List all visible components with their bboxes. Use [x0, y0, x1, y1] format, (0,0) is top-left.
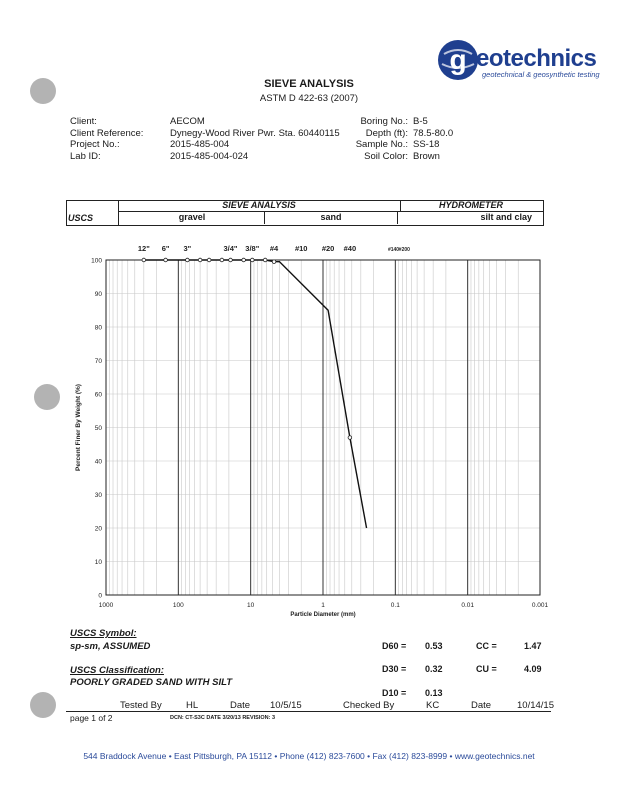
- data-point: [263, 258, 267, 262]
- x-axis-title: Particle Diameter (mm): [290, 612, 356, 618]
- x-tick-label: 0.01: [461, 602, 474, 609]
- date-label-1: Date: [230, 700, 251, 711]
- cc-value: 1.47: [524, 641, 542, 651]
- sieve-label: 3/8": [245, 244, 260, 253]
- data-point: [186, 258, 190, 262]
- boring-no-label: Boring No.:: [360, 116, 408, 127]
- data-point: [207, 258, 211, 262]
- sieve-gradation-chart: [0, 235, 618, 625]
- sieve-label: #4: [269, 244, 279, 253]
- data-point: [348, 436, 352, 440]
- uscs-classification-value: POORLY GRADED SAND WITH SILT: [70, 677, 233, 688]
- client-value: AECOM: [170, 116, 205, 127]
- info-right-values: [413, 116, 453, 162]
- y-tick-label: 60: [94, 391, 102, 399]
- lab-id-value: 2015-485-004-024: [170, 150, 249, 162]
- soil-color-label: Soil Color:: [364, 150, 408, 162]
- info-right-labels: [340, 116, 408, 162]
- date-value-1: 10/5/15: [270, 700, 302, 711]
- y-tick-label: 70: [94, 358, 102, 365]
- sieve-label: #10: [294, 244, 308, 253]
- page-number: page 1 of 2: [70, 713, 113, 723]
- data-point: [198, 258, 202, 262]
- cu-label: CU =: [476, 664, 497, 674]
- y-tick-label: 80: [94, 324, 102, 332]
- uscs-classification-label: USCS Classification:: [70, 665, 164, 676]
- tested-by-label: Tested By: [120, 700, 162, 711]
- date-value-2: 10/14/15: [517, 700, 554, 711]
- sieve-analysis-header: SIEVE ANALYSIS: [222, 200, 296, 210]
- x-tick-label: 10: [247, 602, 255, 609]
- x-tick-label: 0.1: [390, 602, 400, 609]
- date-label-2: Date: [471, 700, 492, 711]
- sieve-label: #20: [321, 244, 335, 253]
- y-axis-title: Percent Finer By Weight (%): [75, 384, 82, 471]
- data-point: [220, 258, 224, 262]
- tested-by-value: HL: [186, 700, 199, 711]
- logo-wordmark: eotechnics: [476, 45, 597, 72]
- uscs-symbol-label: USCS Symbol:: [70, 628, 137, 639]
- soil-color-value: Brown: [413, 150, 440, 162]
- info-left-labels: [70, 116, 143, 162]
- signoff-rule: [66, 711, 551, 712]
- x-tick-label: 1: [321, 602, 325, 609]
- gravel-label: gravel: [178, 212, 206, 222]
- data-point: [229, 258, 233, 262]
- logo-g-letter: g: [449, 44, 467, 75]
- uscs-header: USCS: [68, 213, 94, 223]
- punch-hole-bottom: [30, 692, 56, 718]
- checked-by-value: KC: [426, 700, 440, 711]
- document-code: DCN: CT-S3C DATE 3/20/13 REVISION: 3: [170, 715, 276, 721]
- x-tick-label: 1000: [98, 602, 114, 609]
- lab-id-label: Lab ID:: [70, 150, 101, 162]
- y-tick-label: 50: [94, 425, 102, 432]
- report-title: SIEVE ANALYSIS: [264, 78, 354, 90]
- y-tick-label: 90: [94, 291, 102, 298]
- y-tick-label: 20: [94, 525, 102, 533]
- data-point: [142, 258, 146, 262]
- data-point: [242, 258, 246, 262]
- data-point: [272, 260, 276, 264]
- hydrometer-header: HYDROMETER: [438, 200, 503, 210]
- d60-label: D60 =: [382, 641, 407, 651]
- sieve-label: 3/4": [223, 244, 238, 253]
- footer-address: 544 Braddock Avenue • East Pittsburgh, PA 15112 • Phone (412) 823-7600 • Fax (412) 823-8999 • www.geotechnics.net: [83, 751, 535, 761]
- logo-tagline: geotechnical & geosynthetic testing: [482, 70, 600, 79]
- sieve-label: 12": [137, 244, 150, 253]
- punch-hole-top: [30, 78, 56, 104]
- data-point: [164, 258, 168, 262]
- client-reference-value: Dynegy-Wood River Pwr. Sta. 60440115: [170, 127, 340, 139]
- y-tick-label: 100: [91, 257, 102, 265]
- y-tick-label: 0: [98, 592, 102, 600]
- y-tick-label: 30: [94, 492, 102, 499]
- silt-clay-label: silt and clay: [480, 212, 532, 222]
- sieve-label: #40: [343, 244, 357, 253]
- sieve-label: #200: [398, 247, 410, 253]
- sieve-label: 3": [183, 244, 192, 253]
- d30-value: 0.32: [425, 664, 443, 674]
- x-tick-label: 0.001: [531, 602, 549, 609]
- cc-label: CC =: [476, 641, 497, 651]
- d10-value: 0.13: [425, 688, 443, 698]
- info-left-values: [170, 116, 340, 162]
- y-tick-label: 40: [94, 458, 102, 466]
- sieve-label: 6": [161, 244, 170, 253]
- sample-no-value: SS-18: [413, 139, 440, 150]
- report-standard: ASTM D 422-63 (2007): [259, 93, 359, 104]
- depth-value: 78.5-80.0: [413, 127, 454, 139]
- d60-value: 0.53: [425, 641, 443, 651]
- boring-no-value: B-5: [413, 116, 428, 127]
- cu-value: 4.09: [524, 664, 542, 674]
- y-tick-label: 10: [94, 559, 102, 566]
- d10-label: D10 =: [382, 688, 407, 698]
- x-tick-label: 100: [172, 602, 184, 609]
- project-no-label: Project No.:: [70, 139, 120, 150]
- client-label: Client:: [70, 116, 97, 127]
- uscs-symbol-value: sp-sm, ASSUMED: [70, 641, 151, 652]
- d30-label: D30 =: [382, 664, 407, 674]
- project-no-value: 2015-485-004: [170, 139, 230, 150]
- sieve-label: #140: [387, 247, 400, 253]
- sample-no-label: Sample No.:: [355, 139, 408, 150]
- checked-by-label: Checked By: [343, 700, 395, 711]
- depth-label: Depth (ft):: [365, 127, 408, 139]
- client-reference-label: Client Reference:: [70, 127, 144, 139]
- data-point: [250, 258, 254, 262]
- sand-label: sand: [320, 212, 342, 222]
